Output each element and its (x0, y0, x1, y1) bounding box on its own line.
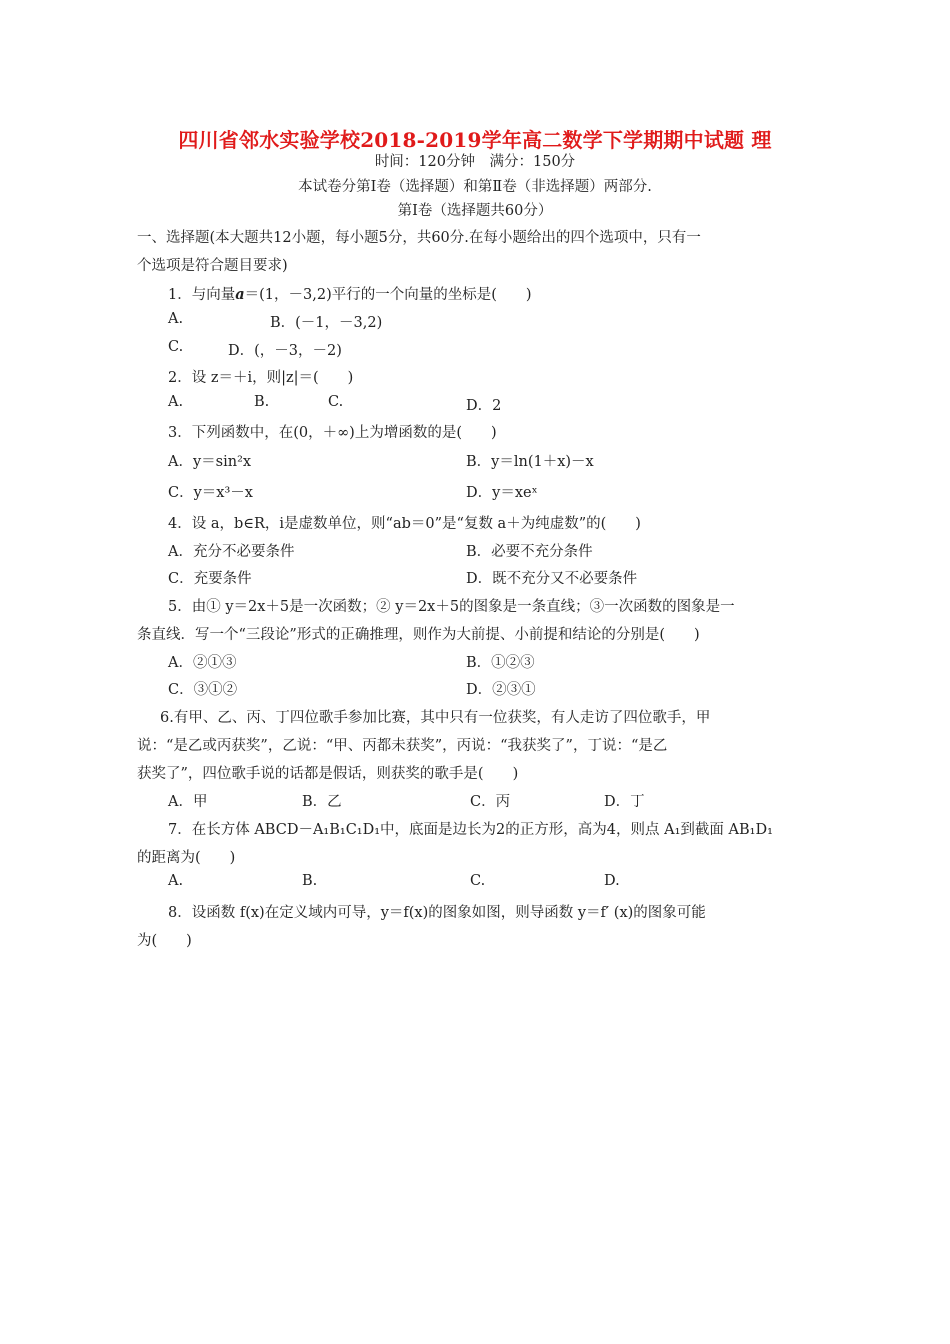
question-8-line1: 8．设函数 f(x)在定义域内可导，y＝f(x)的图象如图，则导函数 y＝f′ (x)的图象可能 (168, 905, 706, 921)
question-6-line3: 获奖了”，四位歌手说的话都是假话，则获奖的歌手是( ) (137, 766, 519, 782)
part-one-heading: 第Ⅰ卷（选择题共60分） (397, 203, 553, 219)
question-4: 4．设 a，b∈R，i是虚数单位，则“ab＝0”是“复数 a＋为纯虚数”的( ) (168, 516, 641, 532)
q3-option-a: A．y＝sin²x (168, 454, 252, 470)
q2-option-c: C. (328, 394, 344, 410)
q5-option-d: D．②③① (466, 682, 536, 698)
q4-option-b: B．必要不充分条件 (466, 544, 593, 560)
q2-option-d: D．2 (466, 398, 502, 414)
q2-option-a: A. (168, 394, 184, 410)
q6-option-d: D．丁 (604, 794, 645, 810)
question-5-line1: 5．由① y＝2x＋5是一次函数；② y＝2x＋5的图象是一条直线；③一次函数的图象是一 (168, 599, 735, 615)
q1-option-c: C. (168, 339, 184, 355)
time-score: 时间：120分钟 满分：150分 (374, 154, 576, 170)
question-1 (168, 283, 532, 304)
q5-option-a: A．②①③ (168, 655, 237, 671)
q6-option-b: B．乙 (302, 794, 342, 810)
q3-option-c: C．y＝x³－x (168, 485, 253, 501)
q1-option-b: B．(－1，－3,2) (270, 315, 383, 331)
question-3: 3．下列函数中，在(0，＋∞)上为增函数的是( ) (168, 425, 497, 441)
q7-option-d: D. (604, 873, 620, 889)
q7-option-a: A. (168, 873, 184, 889)
question-6-line1: 6.有甲、乙、丙、丁四位歌手参加比赛，其中只有一位获奖，有人走访了四位歌手，甲 (160, 710, 711, 726)
exam-intro: 本试卷分第Ⅰ卷（选择题）和第Ⅱ卷（非选择题）两部分. (298, 179, 652, 195)
q4-option-d: D．既不充分又不必要条件 (466, 571, 638, 587)
q1-stem-post: ＝(1，－3,2)平行的一个向量的坐标是( ) (244, 287, 532, 303)
section-instructions-line1: 一、选择题(本大题共12小题，每小题5分，共60分.在每小题给出的四个选项中，只有一 (137, 230, 701, 246)
q1-option-a: A. (168, 311, 184, 327)
q3-option-d: D．y＝xeˣ (466, 485, 538, 501)
q2-option-b: B. (254, 394, 270, 410)
question-7-line1: 7．在长方体 ABCD－A₁B₁C₁D₁中，底面是边长为2的正方形，高为4，则点 A₁到截面 AB₁D₁ (168, 822, 773, 838)
q4-option-c: C．充要条件 (168, 571, 252, 587)
q1-option-d: D．(，－3，－2) (228, 343, 342, 359)
q7-option-c: C. (470, 873, 486, 889)
question-8-line2: 为( ) (137, 933, 192, 949)
q5-option-c: C．③①② (168, 682, 238, 698)
q6-option-a: A．甲 (168, 794, 208, 810)
exam-title: 四川省邻水实验学校2018-2019学年高二数学下学期期中试题 理 (178, 128, 772, 152)
section-instructions-line2: 个选项是符合题目要求) (137, 258, 288, 274)
q6-option-c: C．丙 (470, 794, 511, 810)
question-5-line2: 条直线．写一个“三段论”形式的正确推理，则作为大前提、小前提和结论的分别是( ) (137, 627, 700, 643)
q3-option-b: B．y＝ln(1＋x)－x (466, 454, 594, 470)
q4-option-a: A．充分不必要条件 (168, 544, 295, 560)
q5-option-b: B．①②③ (466, 655, 535, 671)
q1-vector: a (235, 286, 245, 303)
question-2: 2．设 z＝＋i，则|z|＝( ) (168, 370, 354, 386)
question-7-line2: 的距离为( ) (137, 850, 236, 866)
q7-option-b: B. (302, 873, 318, 889)
q1-stem-pre: 1．与向量 (168, 287, 236, 303)
question-6-line2: 说：“是乙或丙获奖”，乙说：“甲、丙都未获奖”，丙说：“我获奖了”，丁说：“是乙 (137, 738, 668, 754)
